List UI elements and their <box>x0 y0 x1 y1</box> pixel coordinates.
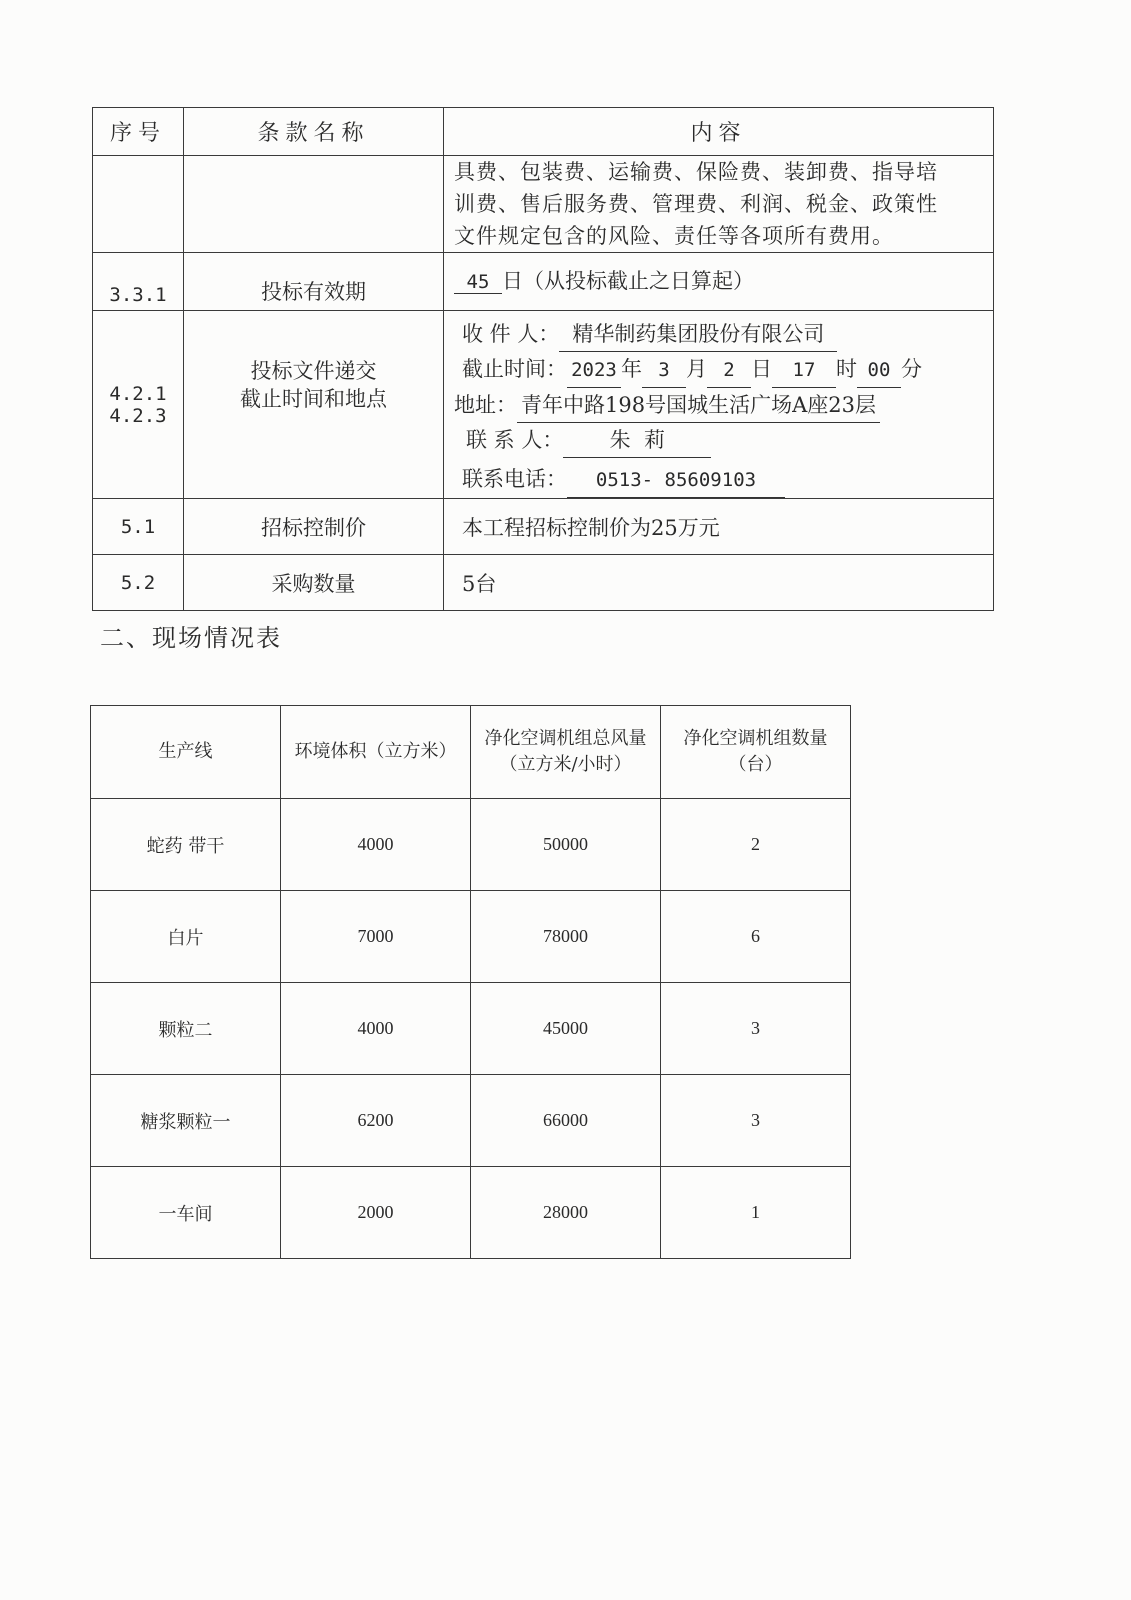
table-row <box>91 1075 851 1167</box>
quantity-content: 5台 <box>444 555 994 611</box>
airflow-cell: 66000 <box>471 1075 661 1167</box>
quantity-num: 5.2 <box>93 555 184 611</box>
airflow-cell: 45000 <box>471 983 661 1075</box>
volume-cell: 7000 <box>281 891 471 983</box>
recipient-line <box>454 317 983 352</box>
header-serial-number: 序号 <box>93 108 184 156</box>
recipient-label: 收 件 人： <box>462 322 560 346</box>
unit-count-cell: 3 <box>661 983 851 1075</box>
deadline-line <box>454 352 983 388</box>
deadline-month: 3 <box>642 353 686 388</box>
address-line <box>454 388 983 423</box>
continuation-line-3: 文件规定包含的风险、责任等各项所有费用。 <box>454 224 894 248</box>
address-label: 地址： <box>454 393 517 417</box>
production-line-cell: 颗粒二 <box>91 983 281 1075</box>
header-unit-count: 净化空调机组数量（台） <box>661 706 851 799</box>
validity-content <box>444 253 994 311</box>
contact-line <box>454 423 983 458</box>
header-content: 内容 <box>444 108 994 156</box>
submission-name-1: 投标文件递交 <box>250 359 377 383</box>
control-price-name: 招标控制价 <box>184 499 444 555</box>
deadline-day-unit: 日 <box>751 357 772 381</box>
phone-value: 0513- 85609103 <box>567 463 785 498</box>
validity-name: 投标有效期 <box>184 253 444 311</box>
table-row-validity <box>93 253 994 311</box>
control-price-num: 5.1 <box>93 499 184 555</box>
continuation-name <box>184 156 444 253</box>
table-row-quantity <box>93 555 994 611</box>
section-heading: 二、现场情况表 <box>100 624 282 652</box>
quantity-name: 采购数量 <box>184 555 444 611</box>
contact-label: 联 系 人： <box>466 428 564 452</box>
production-line-cell: 白片 <box>91 891 281 983</box>
deadline-label: 截止时间： <box>462 357 567 381</box>
unit-count-cell: 1 <box>661 1167 851 1259</box>
volume-cell: 4000 <box>281 799 471 891</box>
submission-num-1: 4.2.1 <box>109 382 167 405</box>
volume-cell: 6200 <box>281 1075 471 1167</box>
table-header-row <box>93 108 994 156</box>
header-volume: 环境体积（立方米） <box>281 706 471 799</box>
production-line-cell: 蛇药 带干 <box>91 799 281 891</box>
recipient-value: 精华制药集团股份有限公司 <box>559 317 837 352</box>
control-price-content: 本工程招标控制价为25万元 <box>444 499 994 555</box>
phone-line <box>454 462 983 498</box>
continuation-content <box>444 156 994 253</box>
contact-value: 朱 莉 <box>563 423 711 458</box>
continuation-line-1: 具费、包装费、运输费、保险费、装卸费、指导培 <box>454 160 938 184</box>
table-row-control-price <box>93 499 994 555</box>
phone-label: 联系电话： <box>462 467 567 491</box>
volume-cell: 4000 <box>281 983 471 1075</box>
site-table-header-row <box>91 706 851 799</box>
submission-name <box>184 311 444 499</box>
production-line-cell: 糖浆颗粒一 <box>91 1075 281 1167</box>
bid-terms-table <box>92 107 994 611</box>
unit-count-cell: 3 <box>661 1075 851 1167</box>
submission-num-2: 4.2.3 <box>109 404 167 427</box>
deadline-day: 2 <box>707 353 751 388</box>
unit-count-cell: 6 <box>661 891 851 983</box>
site-conditions-table <box>90 705 851 1259</box>
continuation-line-2: 训费、售后服务费、管理费、利润、税金、政策性 <box>454 192 938 216</box>
header-airflow: 净化空调机组总风量（立方米/小时） <box>471 706 661 799</box>
header-clause-name: 条款名称 <box>184 108 444 156</box>
deadline-month-unit: 月 <box>686 357 707 381</box>
volume-cell: 2000 <box>281 1167 471 1259</box>
continuation-num <box>93 156 184 253</box>
table-row-continuation <box>93 156 994 253</box>
table-row <box>91 891 851 983</box>
deadline-hour: 17 <box>772 353 836 388</box>
table-row <box>91 799 851 891</box>
validity-suffix: 日（从投标截止之日算起） <box>502 269 754 293</box>
submission-num <box>93 311 184 499</box>
validity-num: 3.3.1 <box>93 253 184 311</box>
submission-name-2: 截止时间和地点 <box>240 387 387 411</box>
submission-content <box>444 311 994 499</box>
deadline-hour-unit: 时 <box>836 357 857 381</box>
unit-count-cell: 2 <box>661 799 851 891</box>
production-line-cell: 一车间 <box>91 1167 281 1259</box>
table-row <box>91 983 851 1075</box>
deadline-year: 2023 <box>567 353 621 388</box>
airflow-cell: 78000 <box>471 891 661 983</box>
deadline-minute: 00 <box>857 353 901 388</box>
deadline-minute-unit: 分 <box>901 357 922 381</box>
table-row-submission <box>93 311 994 499</box>
airflow-cell: 28000 <box>471 1167 661 1259</box>
validity-days: 45 <box>454 271 502 294</box>
table-row <box>91 1167 851 1259</box>
address-value: 青年中路198号国城生活广场A座23层 <box>517 388 880 423</box>
deadline-year-unit: 年 <box>621 357 642 381</box>
airflow-cell: 50000 <box>471 799 661 891</box>
header-production-line: 生产线 <box>91 706 281 799</box>
